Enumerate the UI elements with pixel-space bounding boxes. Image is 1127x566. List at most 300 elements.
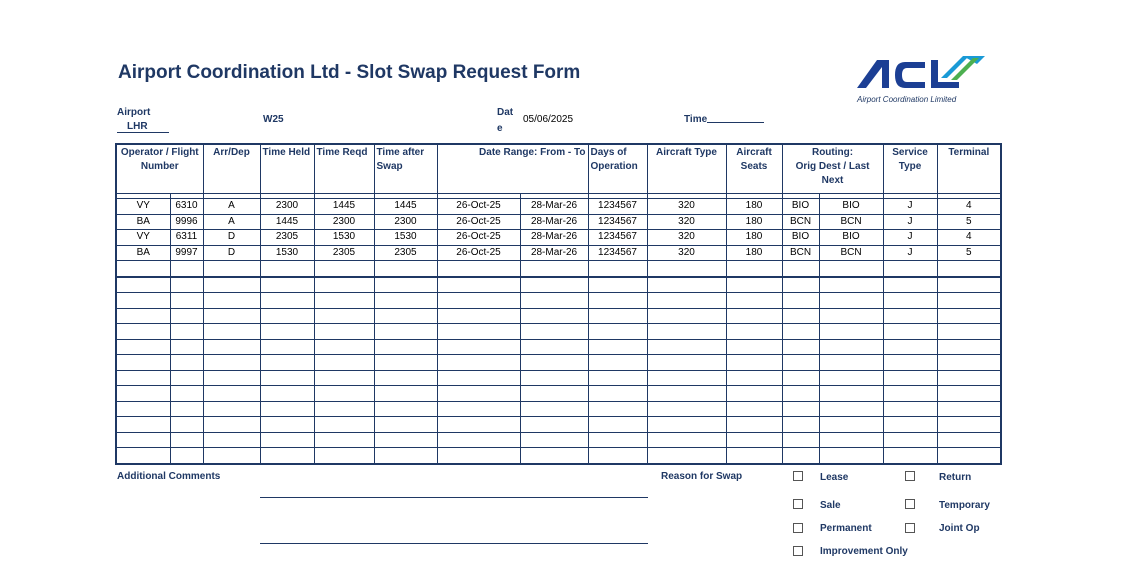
- cell-arr-dep[interactable]: [203, 277, 260, 293]
- cell-date-to[interactable]: 28-Mar-26: [520, 230, 588, 246]
- cell-destination[interactable]: [819, 261, 883, 277]
- cell-terminal[interactable]: [937, 277, 1001, 293]
- table-row: [116, 308, 1001, 324]
- cell-time-held[interactable]: [260, 324, 314, 340]
- cell-operator[interactable]: [116, 432, 170, 448]
- cell-date-from[interactable]: [437, 432, 520, 448]
- cell-time-reqd[interactable]: [314, 401, 374, 417]
- cell-origin[interactable]: [782, 355, 819, 371]
- cell-date-from[interactable]: 26-Oct-25: [437, 214, 520, 230]
- cell-time-after-swap[interactable]: [374, 293, 437, 309]
- cell-terminal[interactable]: [937, 370, 1001, 386]
- cell-aircraft-seats[interactable]: [726, 308, 782, 324]
- cell-days-of-operation[interactable]: 1234567: [588, 199, 647, 215]
- cell-flight-number[interactable]: [170, 324, 203, 340]
- col-routing-line2: Orig Dest / Last Next: [795, 161, 870, 186]
- cell-time-held[interactable]: [260, 401, 314, 417]
- cell-aircraft-seats[interactable]: [726, 432, 782, 448]
- cell-date-to[interactable]: [520, 293, 588, 309]
- cell-time-held[interactable]: 2305: [260, 230, 314, 246]
- cell-date-from[interactable]: [437, 324, 520, 340]
- cell-flight-number[interactable]: [170, 308, 203, 324]
- col-time-after-swap: Time after Swap: [374, 144, 437, 194]
- cell-time-held[interactable]: [260, 261, 314, 277]
- cell-flight-number[interactable]: [170, 417, 203, 433]
- cell-date-to[interactable]: [520, 324, 588, 340]
- additional-comments-label: Additional Comments: [117, 471, 221, 482]
- cell-time-held[interactable]: [260, 339, 314, 355]
- col-time-reqd: Time Reqd: [314, 144, 374, 194]
- cell-date-from[interactable]: [437, 448, 520, 464]
- season-field[interactable]: W25: [263, 114, 284, 125]
- cell-time-reqd[interactable]: 2300: [314, 214, 374, 230]
- cell-date-from[interactable]: [437, 355, 520, 371]
- col-date-range: Date Range: From - To: [437, 144, 588, 194]
- cell-time-reqd[interactable]: [314, 293, 374, 309]
- cell-time-after-swap[interactable]: [374, 370, 437, 386]
- cell-service-type[interactable]: J: [883, 199, 937, 215]
- cell-date-to[interactable]: [520, 386, 588, 402]
- cell-arr-dep[interactable]: D: [203, 245, 260, 261]
- cell-arr-dep[interactable]: [203, 324, 260, 340]
- cell-destination[interactable]: [819, 277, 883, 293]
- cell-operator[interactable]: [116, 308, 170, 324]
- cell-days-of-operation[interactable]: [588, 401, 647, 417]
- cell-service-type[interactable]: [883, 386, 937, 402]
- cell-time-after-swap[interactable]: [374, 261, 437, 277]
- cell-aircraft-type[interactable]: [647, 293, 726, 309]
- cell-time-reqd[interactable]: 1445: [314, 199, 374, 215]
- cell-terminal[interactable]: [937, 417, 1001, 433]
- cell-terminal[interactable]: [937, 355, 1001, 371]
- table-row: [116, 370, 1001, 386]
- cell-time-reqd[interactable]: [314, 277, 374, 293]
- sale-label: Sale: [820, 500, 841, 511]
- cell-date-from[interactable]: [437, 308, 520, 324]
- table-row: [116, 245, 1001, 261]
- cell-service-type[interactable]: [883, 261, 937, 277]
- cell-terminal[interactable]: [937, 432, 1001, 448]
- cell-date-to[interactable]: [520, 308, 588, 324]
- cell-terminal[interactable]: [937, 308, 1001, 324]
- cell-arr-dep[interactable]: [203, 448, 260, 464]
- cell-days-of-operation[interactable]: [588, 324, 647, 340]
- permanent-label: Permanent: [820, 523, 872, 534]
- cell-service-type[interactable]: [883, 401, 937, 417]
- cell-days-of-operation[interactable]: [588, 386, 647, 402]
- cell-operator[interactable]: [116, 448, 170, 464]
- cell-arr-dep[interactable]: [203, 293, 260, 309]
- cell-origin[interactable]: [782, 339, 819, 355]
- improvement-only-label: Improvement Only: [820, 546, 908, 557]
- comments-line-2[interactable]: [260, 543, 648, 544]
- cell-service-type[interactable]: J: [883, 230, 937, 246]
- cell-service-type[interactable]: [883, 370, 937, 386]
- cell-aircraft-type[interactable]: [647, 324, 726, 340]
- cell-destination[interactable]: [819, 386, 883, 402]
- cell-time-after-swap[interactable]: 2300: [374, 214, 437, 230]
- cell-destination[interactable]: BIO: [819, 199, 883, 215]
- cell-aircraft-type[interactable]: 320: [647, 230, 726, 246]
- cell-date-from[interactable]: [437, 277, 520, 293]
- cell-time-reqd[interactable]: [314, 355, 374, 371]
- table-row: [116, 401, 1001, 417]
- cell-operator[interactable]: [116, 277, 170, 293]
- col-routing-line1: Routing:: [811, 147, 854, 158]
- cell-origin[interactable]: BIO: [782, 199, 819, 215]
- cell-destination[interactable]: [819, 308, 883, 324]
- cell-date-from[interactable]: [437, 293, 520, 309]
- cell-arr-dep[interactable]: D: [203, 230, 260, 246]
- sale-checkbox[interactable]: [793, 499, 803, 509]
- cell-operator[interactable]: [116, 386, 170, 402]
- cell-flight-number[interactable]: [170, 370, 203, 386]
- cell-date-to[interactable]: 28-Mar-26: [520, 199, 588, 215]
- cell-date-from[interactable]: 26-Oct-25: [437, 245, 520, 261]
- cell-time-held[interactable]: 1530: [260, 245, 314, 261]
- cell-arr-dep[interactable]: [203, 417, 260, 433]
- cell-service-type[interactable]: [883, 432, 937, 448]
- return-checkbox[interactable]: [905, 471, 915, 481]
- cell-service-type[interactable]: [883, 339, 937, 355]
- cell-service-type[interactable]: J: [883, 214, 937, 230]
- cell-destination[interactable]: [819, 401, 883, 417]
- cell-flight-number[interactable]: [170, 448, 203, 464]
- cell-aircraft-seats[interactable]: [726, 355, 782, 371]
- cell-days-of-operation[interactable]: 1234567: [588, 245, 647, 261]
- cell-time-held[interactable]: [260, 355, 314, 371]
- cell-terminal[interactable]: [937, 448, 1001, 464]
- permanent-checkbox[interactable]: [793, 523, 803, 533]
- cell-aircraft-type[interactable]: [647, 432, 726, 448]
- cell-origin[interactable]: [782, 277, 819, 293]
- cell-aircraft-type[interactable]: [647, 277, 726, 293]
- cell-terminal[interactable]: [937, 324, 1001, 340]
- cell-flight-number[interactable]: 6310: [170, 199, 203, 215]
- cell-terminal[interactable]: [937, 339, 1001, 355]
- cell-origin[interactable]: [782, 386, 819, 402]
- cell-flight-number[interactable]: [170, 355, 203, 371]
- cell-aircraft-type[interactable]: [647, 370, 726, 386]
- cell-terminal[interactable]: 4: [937, 199, 1001, 215]
- cell-service-type[interactable]: [883, 293, 937, 309]
- cell-operator[interactable]: [116, 370, 170, 386]
- cell-aircraft-seats[interactable]: 180: [726, 199, 782, 215]
- cell-flight-number[interactable]: 9996: [170, 214, 203, 230]
- table-row: [116, 277, 1001, 293]
- table-row: [116, 230, 1001, 246]
- cell-time-after-swap[interactable]: 2305: [374, 245, 437, 261]
- cell-terminal[interactable]: 5: [937, 214, 1001, 230]
- cell-date-from[interactable]: 26-Oct-25: [437, 230, 520, 246]
- cell-arr-dep[interactable]: [203, 370, 260, 386]
- cell-arr-dep[interactable]: [203, 355, 260, 371]
- table-row: [116, 293, 1001, 309]
- cell-flight-number[interactable]: [170, 401, 203, 417]
- cell-date-from[interactable]: 26-Oct-25: [437, 199, 520, 215]
- joint-op-checkbox[interactable]: [905, 523, 915, 533]
- cell-days-of-operation[interactable]: [588, 339, 647, 355]
- cell-operator[interactable]: VY: [116, 199, 170, 215]
- cell-aircraft-type[interactable]: 320: [647, 245, 726, 261]
- cell-flight-number[interactable]: [170, 432, 203, 448]
- cell-destination[interactable]: [819, 339, 883, 355]
- col-days-of-operation: Days of Operation: [588, 144, 647, 194]
- cell-date-to[interactable]: 28-Mar-26: [520, 245, 588, 261]
- cell-aircraft-seats[interactable]: [726, 448, 782, 464]
- cell-date-from[interactable]: [437, 417, 520, 433]
- cell-destination[interactable]: BCN: [819, 214, 883, 230]
- cell-time-after-swap[interactable]: [374, 386, 437, 402]
- cell-date-from[interactable]: [437, 370, 520, 386]
- cell-days-of-operation[interactable]: [588, 308, 647, 324]
- cell-operator[interactable]: [116, 324, 170, 340]
- cell-date-to[interactable]: 28-Mar-26: [520, 214, 588, 230]
- cell-origin[interactable]: [782, 448, 819, 464]
- cell-aircraft-type[interactable]: 320: [647, 199, 726, 215]
- cell-service-type[interactable]: [883, 448, 937, 464]
- cell-flight-number[interactable]: 9997: [170, 245, 203, 261]
- cell-arr-dep[interactable]: [203, 386, 260, 402]
- cell-service-type[interactable]: [883, 308, 937, 324]
- cell-terminal[interactable]: [937, 261, 1001, 277]
- cell-date-to[interactable]: [520, 432, 588, 448]
- cell-flight-number[interactable]: [170, 261, 203, 277]
- cell-origin[interactable]: [782, 417, 819, 433]
- cell-destination[interactable]: [819, 355, 883, 371]
- temporary-checkbox[interactable]: [905, 499, 915, 509]
- cell-flight-number[interactable]: [170, 386, 203, 402]
- cell-aircraft-type[interactable]: [647, 448, 726, 464]
- cell-time-after-swap[interactable]: [374, 417, 437, 433]
- cell-terminal[interactable]: 4: [937, 230, 1001, 246]
- cell-arr-dep[interactable]: [203, 432, 260, 448]
- cell-aircraft-seats[interactable]: [726, 324, 782, 340]
- cell-time-reqd[interactable]: [314, 261, 374, 277]
- cell-arr-dep[interactable]: [203, 401, 260, 417]
- cell-time-reqd[interactable]: 1530: [314, 230, 374, 246]
- cell-aircraft-type[interactable]: [647, 386, 726, 402]
- cell-time-after-swap[interactable]: [374, 448, 437, 464]
- cell-date-to[interactable]: [520, 448, 588, 464]
- cell-service-type[interactable]: [883, 417, 937, 433]
- cell-operator[interactable]: [116, 355, 170, 371]
- cell-destination[interactable]: BCN: [819, 245, 883, 261]
- cell-origin[interactable]: [782, 261, 819, 277]
- cell-service-type[interactable]: [883, 324, 937, 340]
- cell-operator[interactable]: [116, 339, 170, 355]
- cell-origin[interactable]: BCN: [782, 214, 819, 230]
- cell-flight-number[interactable]: [170, 277, 203, 293]
- comments-line-1[interactable]: [260, 497, 648, 498]
- cell-arr-dep[interactable]: A: [203, 199, 260, 215]
- cell-time-reqd[interactable]: [314, 432, 374, 448]
- table-row: [116, 355, 1001, 371]
- cell-aircraft-type[interactable]: [647, 401, 726, 417]
- cell-aircraft-seats[interactable]: [726, 261, 782, 277]
- cell-terminal[interactable]: [937, 293, 1001, 309]
- time-label: Time: [684, 114, 708, 125]
- cell-destination[interactable]: BIO: [819, 230, 883, 246]
- cell-aircraft-seats[interactable]: [726, 277, 782, 293]
- cell-origin[interactable]: [782, 308, 819, 324]
- cell-date-from[interactable]: [437, 339, 520, 355]
- cell-days-of-operation[interactable]: [588, 277, 647, 293]
- cell-time-reqd[interactable]: [314, 386, 374, 402]
- cell-time-after-swap[interactable]: [374, 339, 437, 355]
- cell-days-of-operation[interactable]: [588, 370, 647, 386]
- cell-time-reqd[interactable]: 2305: [314, 245, 374, 261]
- cell-date-to[interactable]: [520, 277, 588, 293]
- cell-aircraft-seats[interactable]: [726, 339, 782, 355]
- cell-aircraft-seats[interactable]: 180: [726, 214, 782, 230]
- cell-service-type[interactable]: [883, 355, 937, 371]
- date-label-suffix: e: [497, 123, 503, 134]
- cell-operator[interactable]: [116, 293, 170, 309]
- cell-destination[interactable]: [819, 448, 883, 464]
- cell-aircraft-type[interactable]: 320: [647, 214, 726, 230]
- cell-days-of-operation[interactable]: 1234567: [588, 230, 647, 246]
- cell-time-reqd[interactable]: [314, 370, 374, 386]
- cell-time-after-swap[interactable]: 1445: [374, 199, 437, 215]
- cell-time-held[interactable]: 1445: [260, 214, 314, 230]
- cell-aircraft-type[interactable]: [647, 417, 726, 433]
- cell-time-after-swap[interactable]: [374, 308, 437, 324]
- cell-terminal[interactable]: [937, 386, 1001, 402]
- cell-arr-dep[interactable]: [203, 308, 260, 324]
- cell-operator[interactable]: [116, 417, 170, 433]
- cell-aircraft-type[interactable]: [647, 308, 726, 324]
- cell-days-of-operation[interactable]: [588, 448, 647, 464]
- table-row: [116, 339, 1001, 355]
- cell-time-held[interactable]: [260, 308, 314, 324]
- cell-days-of-operation[interactable]: [588, 261, 647, 277]
- cell-time-held[interactable]: [260, 386, 314, 402]
- time-field[interactable]: [707, 122, 764, 123]
- cell-origin[interactable]: BCN: [782, 245, 819, 261]
- cell-aircraft-seats[interactable]: [726, 417, 782, 433]
- cell-date-to[interactable]: [520, 261, 588, 277]
- cell-time-after-swap[interactable]: [374, 324, 437, 340]
- cell-time-after-swap[interactable]: [374, 277, 437, 293]
- slot-swap-table: [115, 143, 1002, 465]
- cell-date-to[interactable]: [520, 401, 588, 417]
- cell-origin[interactable]: [782, 293, 819, 309]
- col-routing: [782, 144, 883, 194]
- cell-flight-number[interactable]: 6311: [170, 230, 203, 246]
- lease-checkbox[interactable]: [793, 471, 803, 481]
- cell-time-after-swap[interactable]: [374, 401, 437, 417]
- cell-operator[interactable]: [116, 261, 170, 277]
- cell-days-of-operation[interactable]: 1234567: [588, 214, 647, 230]
- cell-aircraft-seats[interactable]: 180: [726, 245, 782, 261]
- table-body: [116, 194, 1001, 464]
- col-aircraft-seats: Aircraft Seats: [726, 144, 782, 194]
- cell-date-to[interactable]: [520, 339, 588, 355]
- cell-time-held[interactable]: [260, 293, 314, 309]
- table-row: [116, 214, 1001, 230]
- cell-arr-dep[interactable]: [203, 339, 260, 355]
- col-operator: Operator / Flight Number: [116, 144, 203, 194]
- logo-tagline: Airport Coordination Limited: [857, 95, 957, 104]
- cell-time-after-swap[interactable]: [374, 355, 437, 371]
- cell-date-to[interactable]: [520, 355, 588, 371]
- cell-aircraft-seats[interactable]: [726, 293, 782, 309]
- cell-origin[interactable]: BIO: [782, 230, 819, 246]
- cell-date-from[interactable]: [437, 386, 520, 402]
- cell-time-after-swap[interactable]: 1530: [374, 230, 437, 246]
- cell-operator[interactable]: [116, 401, 170, 417]
- cell-date-from[interactable]: [437, 401, 520, 417]
- cell-aircraft-seats[interactable]: [726, 386, 782, 402]
- improvement-only-checkbox[interactable]: [793, 546, 803, 556]
- table-row: [116, 261, 1001, 277]
- cell-origin[interactable]: [782, 401, 819, 417]
- cell-flight-number[interactable]: [170, 339, 203, 355]
- cell-time-held[interactable]: 2300: [260, 199, 314, 215]
- cell-flight-number[interactable]: [170, 293, 203, 309]
- cell-aircraft-type[interactable]: [647, 261, 726, 277]
- reason-for-swap-label: Reason for Swap: [661, 471, 743, 482]
- cell-time-reqd[interactable]: [314, 308, 374, 324]
- cell-origin[interactable]: [782, 370, 819, 386]
- cell-operator[interactable]: BA: [116, 214, 170, 230]
- cell-destination[interactable]: [819, 370, 883, 386]
- cell-aircraft-type[interactable]: [647, 355, 726, 371]
- cell-time-reqd[interactable]: [314, 339, 374, 355]
- cell-time-held[interactable]: [260, 432, 314, 448]
- cell-operator[interactable]: BA: [116, 245, 170, 261]
- cell-time-reqd[interactable]: [314, 324, 374, 340]
- cell-aircraft-seats[interactable]: [726, 401, 782, 417]
- cell-terminal[interactable]: 5: [937, 245, 1001, 261]
- cell-destination[interactable]: [819, 293, 883, 309]
- cell-destination[interactable]: [819, 324, 883, 340]
- cell-destination[interactable]: [819, 417, 883, 433]
- cell-time-held[interactable]: [260, 277, 314, 293]
- cell-date-from[interactable]: [437, 261, 520, 277]
- cell-aircraft-seats[interactable]: 180: [726, 230, 782, 246]
- cell-service-type[interactable]: [883, 277, 937, 293]
- cell-days-of-operation[interactable]: [588, 293, 647, 309]
- cell-aircraft-seats[interactable]: [726, 370, 782, 386]
- cell-arr-dep[interactable]: A: [203, 214, 260, 230]
- cell-service-type[interactable]: J: [883, 245, 937, 261]
- cell-time-held[interactable]: [260, 370, 314, 386]
- cell-days-of-operation[interactable]: [588, 432, 647, 448]
- cell-time-after-swap[interactable]: [374, 432, 437, 448]
- date-field[interactable]: 05/06/2025: [523, 114, 574, 125]
- table-row: [116, 386, 1001, 402]
- cell-destination[interactable]: [819, 432, 883, 448]
- airport-field[interactable]: LHR: [117, 121, 169, 133]
- cell-origin[interactable]: [782, 432, 819, 448]
- cell-time-reqd[interactable]: [314, 417, 374, 433]
- cell-date-to[interactable]: [520, 370, 588, 386]
- cell-time-reqd[interactable]: [314, 448, 374, 464]
- cell-time-held[interactable]: [260, 417, 314, 433]
- cell-terminal[interactable]: [937, 401, 1001, 417]
- cell-aircraft-type[interactable]: [647, 339, 726, 355]
- cell-arr-dep[interactable]: [203, 261, 260, 277]
- cell-operator[interactable]: VY: [116, 230, 170, 246]
- cell-date-to[interactable]: [520, 417, 588, 433]
- cell-days-of-operation[interactable]: [588, 417, 647, 433]
- date-label: Dat: [497, 107, 514, 118]
- cell-time-held[interactable]: [260, 448, 314, 464]
- cell-origin[interactable]: [782, 324, 819, 340]
- cell-days-of-operation[interactable]: [588, 355, 647, 371]
